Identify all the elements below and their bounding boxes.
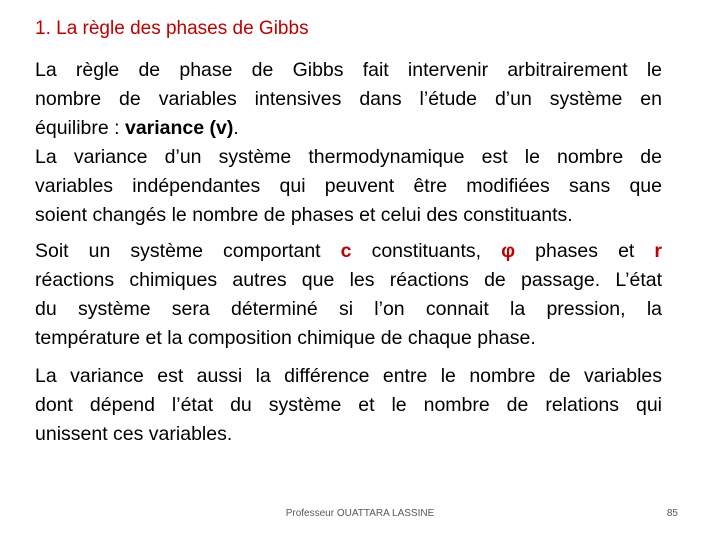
slide-title: 1. La règle des phases de Gibbs	[35, 18, 309, 39]
text-line: réactions chimiques autres que les réactions de passage. L’état	[35, 269, 662, 291]
variable-r: r	[654, 240, 662, 262]
footer-author: Professeur OUATTARA LASSINE	[285, 508, 435, 519]
text-line	[35, 237, 662, 266]
text-line: du système sera déterminé si l’on connait la pression, la	[35, 298, 662, 320]
text-segment: phases et	[515, 240, 655, 262]
text-line: nombre de variables intensives dans l’étude d’un système en	[35, 88, 662, 110]
text-line: La règle de phase de Gibbs fait intervenir arbitrairement le	[35, 59, 662, 81]
variable-c: c	[340, 240, 352, 262]
text-segment: équilibre :	[35, 117, 125, 139]
variance-term: variance (v)	[124, 117, 234, 139]
text-line: La variance d’un système thermodynamique est le nombre de	[35, 146, 662, 168]
variable-phi: φ	[501, 240, 516, 262]
text-line: soient changés le nombre de phases et celui des constituants.	[35, 204, 573, 226]
text-line: température et la composition chimique de chaque phase.	[35, 327, 536, 349]
text-line	[35, 114, 662, 143]
text-segment: .	[233, 117, 239, 139]
text-line: variables indépendantes qui peuvent être modifiées sans que	[35, 175, 662, 197]
page-number: 85	[666, 508, 678, 519]
paragraph-definition	[35, 56, 662, 230]
text-line: dont dépend l’état du système et le nombre de relations qui	[35, 394, 662, 416]
text-segment: constituants,	[351, 240, 502, 262]
paragraph-system	[35, 237, 662, 353]
paragraph-difference	[35, 362, 662, 449]
text-line: unissent ces variables.	[35, 423, 233, 445]
text-segment: Soit un système comportant	[35, 240, 341, 262]
text-line: La variance est aussi la différence entre le nombre de variables	[35, 365, 662, 387]
